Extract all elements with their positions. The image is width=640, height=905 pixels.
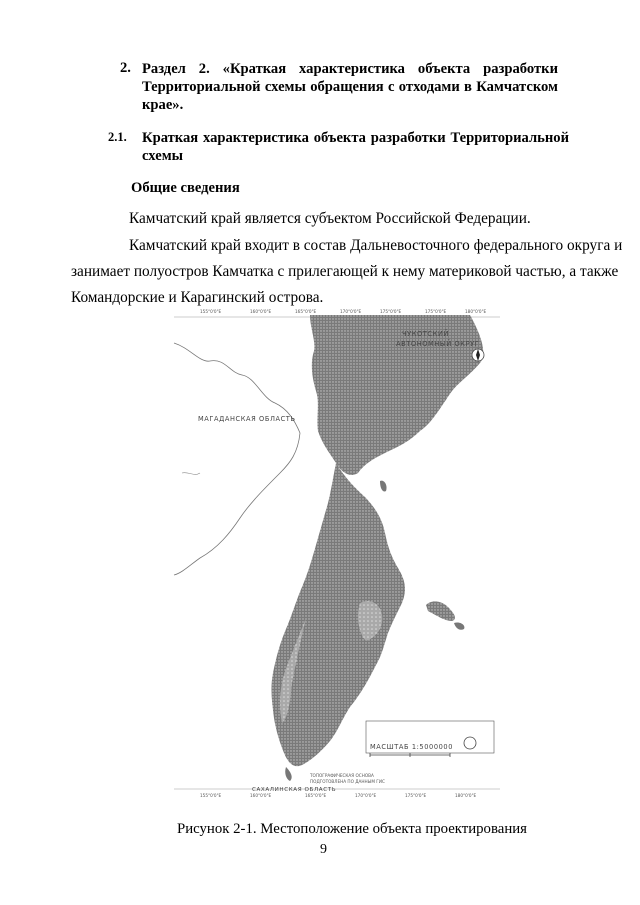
svg-text:155°0'0"E: 155°0'0"E: [200, 309, 222, 314]
coast-detail: [182, 473, 200, 475]
paragraph-2-line-1: Камчатский край входит в состав Дальневосточного федерального округа и: [129, 237, 623, 254]
scale-bar: [370, 753, 450, 757]
section-2-1-title-line-1: Краткая характеристика объекта разработки Территориальной: [142, 130, 569, 146]
bottom-coordinates: [200, 793, 476, 798]
paragraph-2-line-2: занимает полуостров Камчатка с прилегающей к нему материковой частью, а также: [71, 263, 619, 280]
commander-islands-2: [454, 622, 464, 629]
kuril-tip: [285, 767, 291, 781]
svg-text:155°0'0"E: 155°0'0"E: [200, 793, 222, 798]
general-info-heading: Общие сведения: [131, 180, 240, 196]
paragraph-1: Камчатский край является субъектом Российской Федерации.: [129, 210, 531, 227]
section-2-title-line-3: крае».: [142, 97, 184, 113]
svg-text:165°0'0"E: 165°0'0"E: [295, 309, 317, 314]
section-2-title-line-2: Территориальной схемы обращения с отходами в Камчатском: [142, 79, 558, 95]
section-2-1-number: 2.1.: [108, 130, 127, 144]
svg-text:175°0'0"E: 175°0'0"E: [405, 793, 427, 798]
svg-text:165°0'0"E: 165°0'0"E: [305, 793, 327, 798]
svg-text:170°0'0"E: 170°0'0"E: [340, 309, 362, 314]
commander-islands: [426, 601, 455, 621]
svg-text:160°0'0"E: 160°0'0"E: [250, 309, 272, 314]
label-chukotka-2: АВТОНОМНЫЙ ОКРУГ: [396, 340, 480, 348]
svg-text:175°0'0"E: 175°0'0"E: [380, 309, 402, 314]
section-2-title-line-1: Раздел 2. «Краткая характеристика объекта разработки: [142, 61, 558, 77]
page-number: 9: [320, 842, 327, 857]
karaginsky-island: [380, 481, 387, 492]
svg-text:180°0'0"E: 180°0'0"E: [455, 793, 477, 798]
section-2-1-title-line-2: схемы: [142, 148, 184, 164]
section-2-number: 2.: [120, 60, 131, 76]
map-note-line-1: ТОПОГРАФИЧЕСКАЯ ОСНОВА: [310, 773, 374, 778]
label-kurils: САХАЛИНСКАЯ ОБЛАСТЬ: [252, 787, 337, 793]
svg-text:160°0'0"E: 160°0'0"E: [250, 793, 272, 798]
label-chukotka-1: ЧУКОТСКИЙ: [402, 330, 449, 338]
svg-text:170°0'0"E: 170°0'0"E: [355, 793, 377, 798]
top-coordinates: [200, 309, 486, 314]
scale-label: МАСШТАБ 1:5000000: [370, 743, 453, 751]
paragraph-2-line-3: Командорские и Карагинский острова.: [71, 289, 324, 306]
magadan-coastline: [174, 343, 300, 575]
kamchatka-map: [170, 303, 504, 803]
northern-landmass: [310, 315, 483, 475]
svg-text:180°0'0"E: 180°0'0"E: [465, 309, 487, 314]
label-magadan: МАГАДАНСКАЯ ОБЛАСТЬ: [198, 415, 296, 423]
svg-text:175°0'0"E: 175°0'0"E: [425, 309, 447, 314]
map-note-line-2: ПОДГОТОВЛЕНА ПО ДАННЫМ ГИС: [310, 779, 385, 784]
compass-rose-icon: [472, 349, 484, 361]
figure-caption: Рисунок 2-1. Местоположение объекта проектирования: [177, 821, 527, 837]
